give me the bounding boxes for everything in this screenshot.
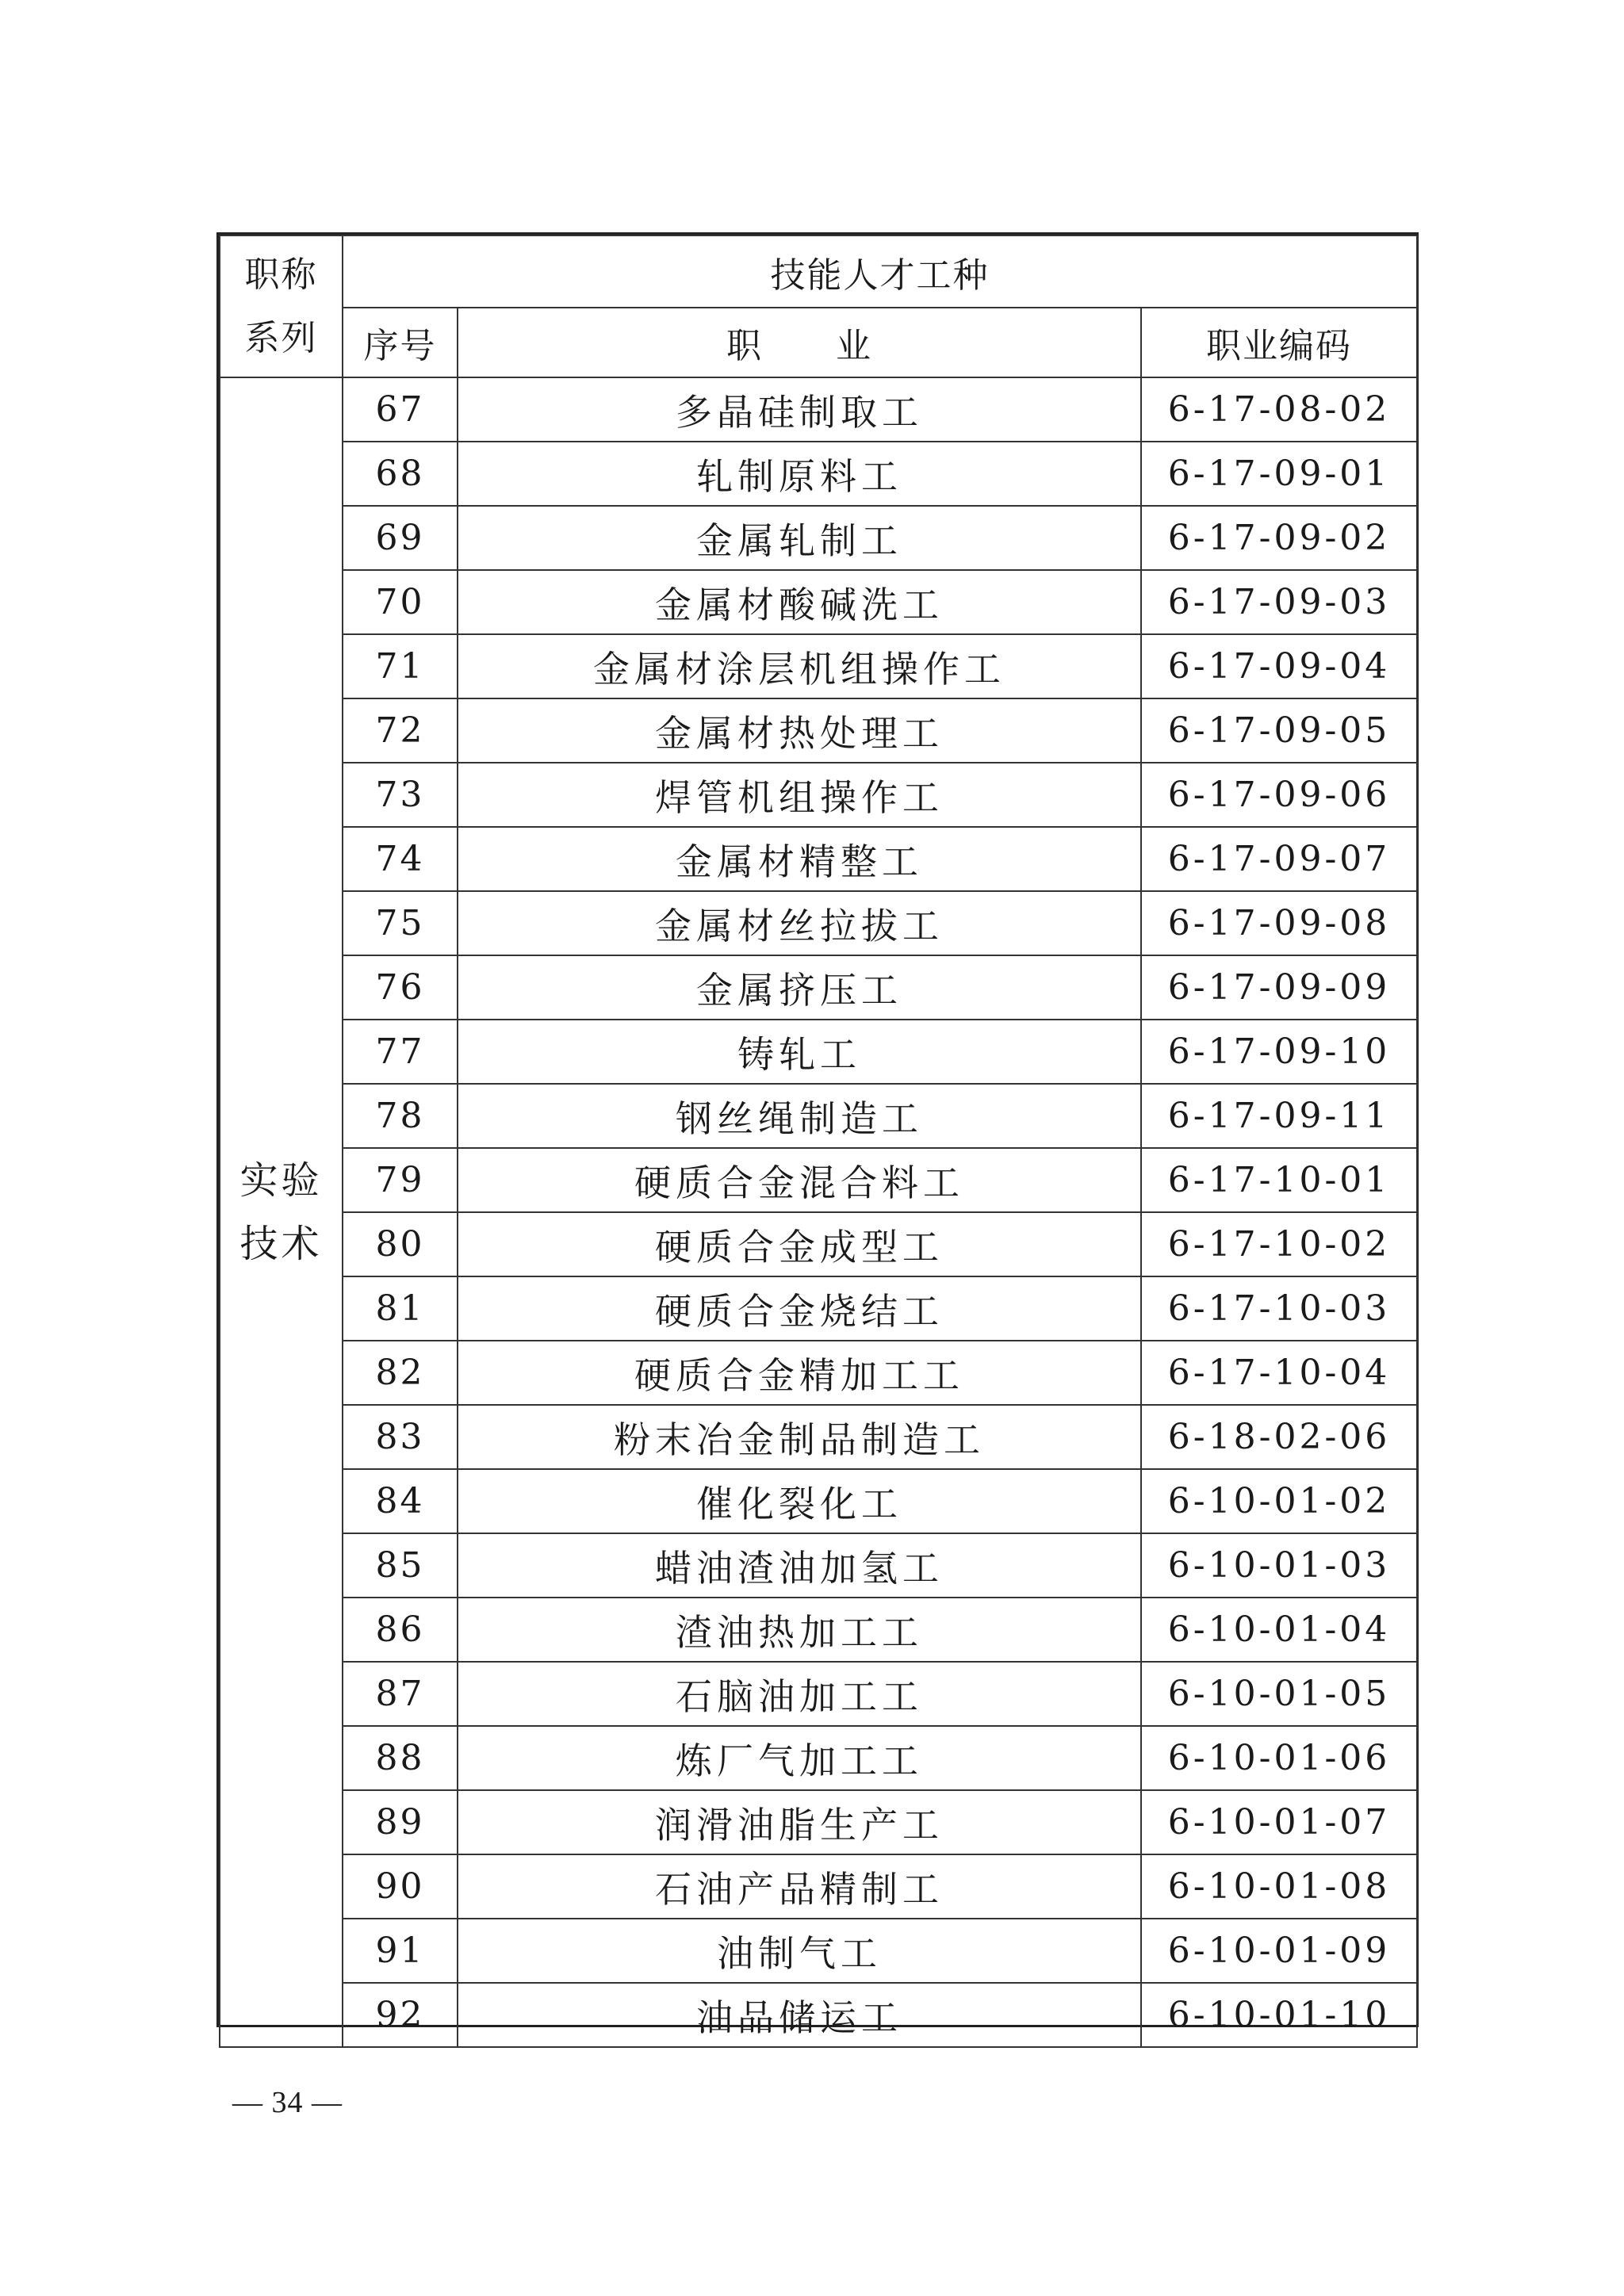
seq-cell: 83 bbox=[343, 1405, 458, 1469]
seq-cell: 79 bbox=[343, 1148, 458, 1212]
seq-cell: 74 bbox=[343, 827, 458, 891]
series-label-line2: 技术 bbox=[239, 1222, 323, 1266]
group-header-cell bbox=[343, 235, 1417, 308]
table-row bbox=[220, 1212, 1417, 1276]
header-row-1 bbox=[220, 235, 1417, 308]
seq-cell: 71 bbox=[343, 634, 458, 698]
table-row bbox=[220, 1854, 1417, 1919]
occupation-cell: 金属轧制工 bbox=[458, 506, 1141, 570]
occupation-cell: 轧制原料工 bbox=[458, 442, 1141, 506]
seq-cell: 78 bbox=[343, 1084, 458, 1148]
code-cell: 6-10-01-04 bbox=[1141, 1598, 1417, 1662]
series-label-line1: 实验 bbox=[239, 1158, 323, 1203]
code-cell: 6-17-09-09 bbox=[1141, 955, 1417, 1020]
seq-cell: 77 bbox=[343, 1020, 458, 1084]
occupation-cell: 催化裂化工 bbox=[458, 1469, 1141, 1533]
code-cell: 6-17-10-03 bbox=[1141, 1276, 1417, 1341]
occupation-header-cell bbox=[458, 308, 1141, 377]
table-row bbox=[220, 377, 1417, 442]
occupation-cell: 油品储运工 bbox=[458, 1983, 1141, 2047]
seq-header-label: 序号 bbox=[363, 326, 437, 366]
series-header-cell bbox=[220, 235, 343, 377]
page-number: — 34 — bbox=[232, 2086, 343, 2119]
occupation-header-label: 职 业 bbox=[726, 326, 872, 366]
seq-cell: 72 bbox=[343, 698, 458, 763]
occupation-cell: 油制气工 bbox=[458, 1919, 1141, 1983]
table-row bbox=[220, 1983, 1417, 2047]
seq-cell: 86 bbox=[343, 1598, 458, 1662]
occupation-cell: 金属材涂层机组操作工 bbox=[458, 634, 1141, 698]
seq-cell: 89 bbox=[343, 1790, 458, 1854]
seq-cell: 82 bbox=[343, 1341, 458, 1405]
occupation-table bbox=[219, 235, 1418, 2048]
table-row bbox=[220, 1919, 1417, 1983]
table-row bbox=[220, 1341, 1417, 1405]
table-row bbox=[220, 1276, 1417, 1341]
table-row bbox=[220, 1469, 1417, 1533]
occupation-cell: 渣油热加工工 bbox=[458, 1598, 1141, 1662]
code-cell: 6-17-10-01 bbox=[1141, 1148, 1417, 1212]
occupation-cell: 蜡油渣油加氢工 bbox=[458, 1533, 1141, 1598]
table-row bbox=[220, 634, 1417, 698]
seq-cell: 68 bbox=[343, 442, 458, 506]
code-cell: 6-17-09-10 bbox=[1141, 1020, 1417, 1084]
table-row bbox=[220, 1020, 1417, 1084]
code-cell: 6-17-09-04 bbox=[1141, 634, 1417, 698]
occupation-cell: 硬质合金烧结工 bbox=[458, 1276, 1141, 1341]
code-cell: 6-10-01-10 bbox=[1141, 1983, 1417, 2047]
table-row bbox=[220, 570, 1417, 634]
table-row bbox=[220, 955, 1417, 1020]
table-row bbox=[220, 506, 1417, 570]
seq-cell: 90 bbox=[343, 1854, 458, 1919]
seq-cell: 67 bbox=[343, 377, 458, 442]
occupation-cell: 硬质合金精加工工 bbox=[458, 1341, 1141, 1405]
code-header-cell bbox=[1141, 308, 1417, 377]
code-cell: 6-17-09-08 bbox=[1141, 891, 1417, 955]
code-cell: 6-17-09-06 bbox=[1141, 763, 1417, 827]
occupation-cell: 金属材丝拉拔工 bbox=[458, 891, 1141, 955]
seq-cell: 85 bbox=[343, 1533, 458, 1598]
code-cell: 6-10-01-02 bbox=[1141, 1469, 1417, 1533]
occupation-cell: 多晶硅制取工 bbox=[458, 377, 1141, 442]
occupation-cell: 钢丝绳制造工 bbox=[458, 1084, 1141, 1148]
series-header-line1: 职称 bbox=[244, 254, 318, 295]
occupation-cell: 润滑油脂生产工 bbox=[458, 1790, 1141, 1854]
occupation-cell: 粉末冶金制品制造工 bbox=[458, 1405, 1141, 1469]
occupation-cell: 金属材热处理工 bbox=[458, 698, 1141, 763]
seq-cell: 91 bbox=[343, 1919, 458, 1983]
table-row bbox=[220, 891, 1417, 955]
seq-cell: 80 bbox=[343, 1212, 458, 1276]
code-cell: 6-17-09-05 bbox=[1141, 698, 1417, 763]
seq-cell: 81 bbox=[343, 1276, 458, 1341]
code-header-label: 职业编码 bbox=[1206, 326, 1353, 366]
header-row-2 bbox=[220, 308, 1417, 377]
occupation-table-frame bbox=[216, 232, 1419, 2039]
code-cell: 6-17-09-03 bbox=[1141, 570, 1417, 634]
code-cell: 6-10-01-09 bbox=[1141, 1919, 1417, 1983]
occupation-cell: 金属挤压工 bbox=[458, 955, 1141, 1020]
code-cell: 6-10-01-06 bbox=[1141, 1726, 1417, 1790]
seq-header-cell bbox=[343, 308, 458, 377]
code-cell: 6-17-08-02 bbox=[1141, 377, 1417, 442]
table-row bbox=[220, 1726, 1417, 1790]
seq-cell: 69 bbox=[343, 506, 458, 570]
code-cell: 6-10-01-07 bbox=[1141, 1790, 1417, 1854]
occupation-cell: 硬质合金混合料工 bbox=[458, 1148, 1141, 1212]
group-header-label: 技能人才工种 bbox=[770, 254, 990, 296]
seq-cell: 73 bbox=[343, 763, 458, 827]
occupation-cell: 石脑油加工工 bbox=[458, 1662, 1141, 1726]
code-cell: 6-17-10-02 bbox=[1141, 1212, 1417, 1276]
code-cell: 6-10-01-03 bbox=[1141, 1533, 1417, 1598]
seq-cell: 75 bbox=[343, 891, 458, 955]
code-cell: 6-17-09-07 bbox=[1141, 827, 1417, 891]
table-row bbox=[220, 1790, 1417, 1854]
seq-cell: 76 bbox=[343, 955, 458, 1020]
code-cell: 6-17-09-02 bbox=[1141, 506, 1417, 570]
seq-cell: 92 bbox=[343, 1983, 458, 2047]
series-header-line2: 系列 bbox=[244, 317, 318, 358]
table-row bbox=[220, 1084, 1417, 1148]
occupation-cell: 焊管机组操作工 bbox=[458, 763, 1141, 827]
seq-cell: 87 bbox=[343, 1662, 458, 1726]
code-cell: 6-17-10-04 bbox=[1141, 1341, 1417, 1405]
occupation-cell: 铸轧工 bbox=[458, 1020, 1141, 1084]
table-row bbox=[220, 1405, 1417, 1469]
occupation-cell: 金属材精整工 bbox=[458, 827, 1141, 891]
table-row bbox=[220, 1148, 1417, 1212]
table-row bbox=[220, 763, 1417, 827]
table-row bbox=[220, 1533, 1417, 1598]
table-row bbox=[220, 698, 1417, 763]
code-cell: 6-18-02-06 bbox=[1141, 1405, 1417, 1469]
occupation-cell: 金属材酸碱洗工 bbox=[458, 570, 1141, 634]
occupation-cell: 石油产品精制工 bbox=[458, 1854, 1141, 1919]
occupation-cell: 炼厂气加工工 bbox=[458, 1726, 1141, 1790]
table-row bbox=[220, 1662, 1417, 1726]
series-cell bbox=[220, 377, 343, 2047]
table-row bbox=[220, 827, 1417, 891]
code-cell: 6-17-09-11 bbox=[1141, 1084, 1417, 1148]
code-cell: 6-17-09-01 bbox=[1141, 442, 1417, 506]
seq-cell: 84 bbox=[343, 1469, 458, 1533]
table-row bbox=[220, 1598, 1417, 1662]
seq-cell: 70 bbox=[343, 570, 458, 634]
table-row bbox=[220, 442, 1417, 506]
seq-cell: 88 bbox=[343, 1726, 458, 1790]
code-cell: 6-10-01-08 bbox=[1141, 1854, 1417, 1919]
occupation-cell: 硬质合金成型工 bbox=[458, 1212, 1141, 1276]
code-cell: 6-10-01-05 bbox=[1141, 1662, 1417, 1726]
